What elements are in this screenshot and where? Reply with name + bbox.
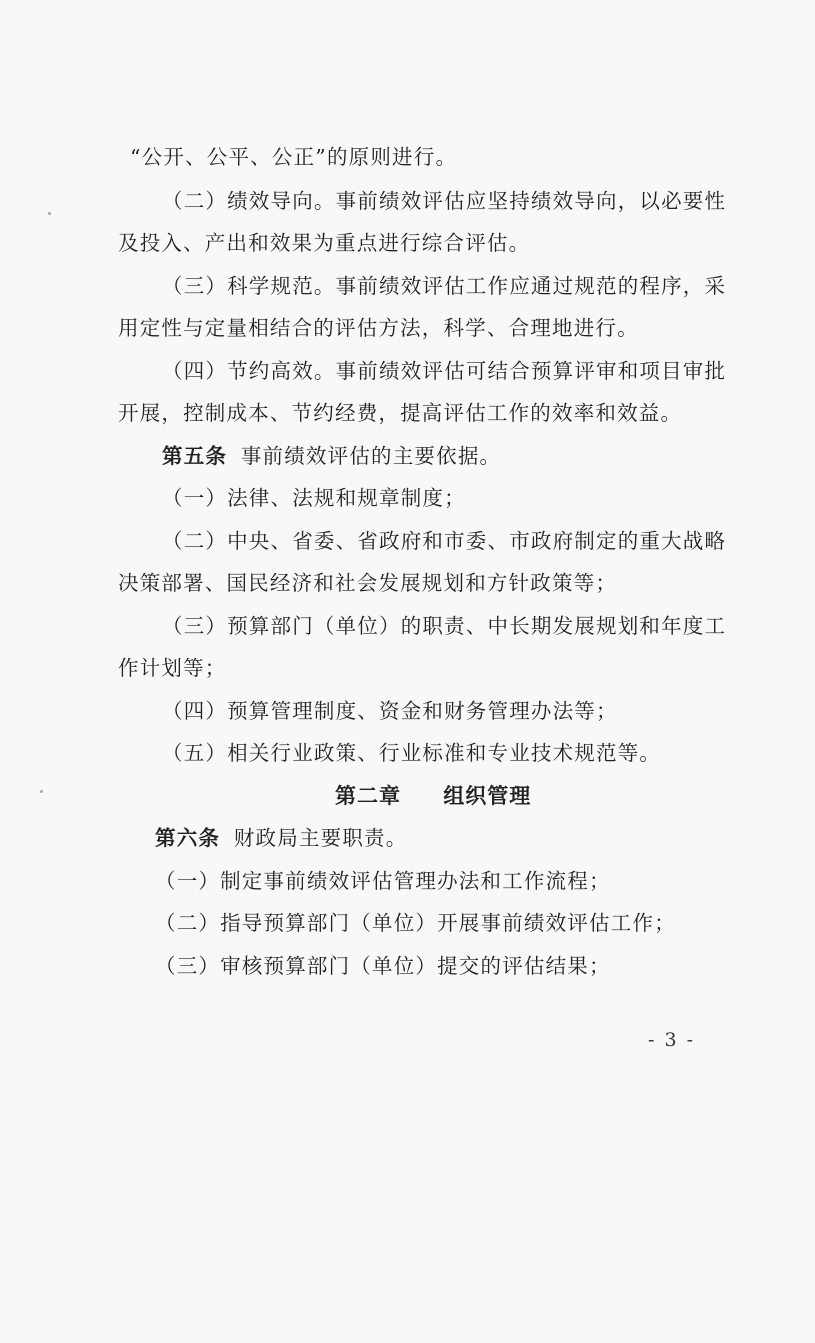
article-6-label: 第六条	[155, 826, 221, 850]
paragraph-line: （三）预算部门（单位）的职责、中长期发展规划和年度工	[162, 614, 727, 638]
paragraph-line: （四）节约高效。事前绩效评估可结合预算评审和项目审批	[162, 359, 727, 383]
paragraph-line: （三）科学规范。事前绩效评估工作应通过规范的程序，采	[162, 274, 727, 298]
paragraph-line: 开展，控制成本、节约经费，提高评估工作的效率和效益。	[118, 401, 683, 425]
page-number: - 3 -	[648, 1029, 696, 1051]
article-5-text: 事前绩效评估的主要依据。	[240, 444, 502, 468]
scan-speck	[40, 790, 43, 793]
paragraph-line: （三）审核预算部门（单位）提交的评估结果；	[155, 954, 611, 978]
chapter-heading	[335, 786, 531, 807]
paragraph-line: （二）指导预算部门（单位）开展事前绩效评估工作；	[155, 911, 676, 935]
paragraph-line: （五）相关行业政策、行业标准和专业技术规范等。	[162, 741, 662, 765]
paragraph-line: （四）预算管理制度、资金和财务管理办法等；	[162, 699, 618, 723]
article-5-label: 第五条	[162, 444, 228, 468]
article-6-text: 财政局主要职责。	[233, 826, 408, 850]
chapter-number: 第二章	[335, 784, 401, 808]
paragraph-line: 作计划等；	[118, 656, 227, 680]
paragraph-line: “公开、公平、公正”的原则进行。	[130, 145, 458, 169]
article-5-heading	[162, 446, 501, 467]
scan-speck	[48, 212, 51, 215]
paragraph-line: 用定性与定量相结合的评估方法，科学、合理地进行。	[118, 316, 639, 340]
paragraph-line: （二）绩效导向。事前绩效评估应坚持绩效导向，以必要性	[162, 189, 727, 213]
paragraph-line: 及投入、产出和效果为重点进行综合评估。	[118, 231, 531, 255]
paragraph-line: （一）法律、法规和规章制度；	[162, 486, 466, 510]
chapter-title: 组织管理	[443, 784, 532, 808]
paragraph-line: （一）制定事前绩效评估管理办法和工作流程；	[155, 869, 611, 893]
article-6-heading	[155, 828, 407, 849]
paragraph-line: 决策部署、国民经济和社会发展规划和方针政策等；	[118, 571, 618, 595]
paragraph-line: （二）中央、省委、省政府和市委、市政府制定的重大战略	[162, 529, 727, 553]
